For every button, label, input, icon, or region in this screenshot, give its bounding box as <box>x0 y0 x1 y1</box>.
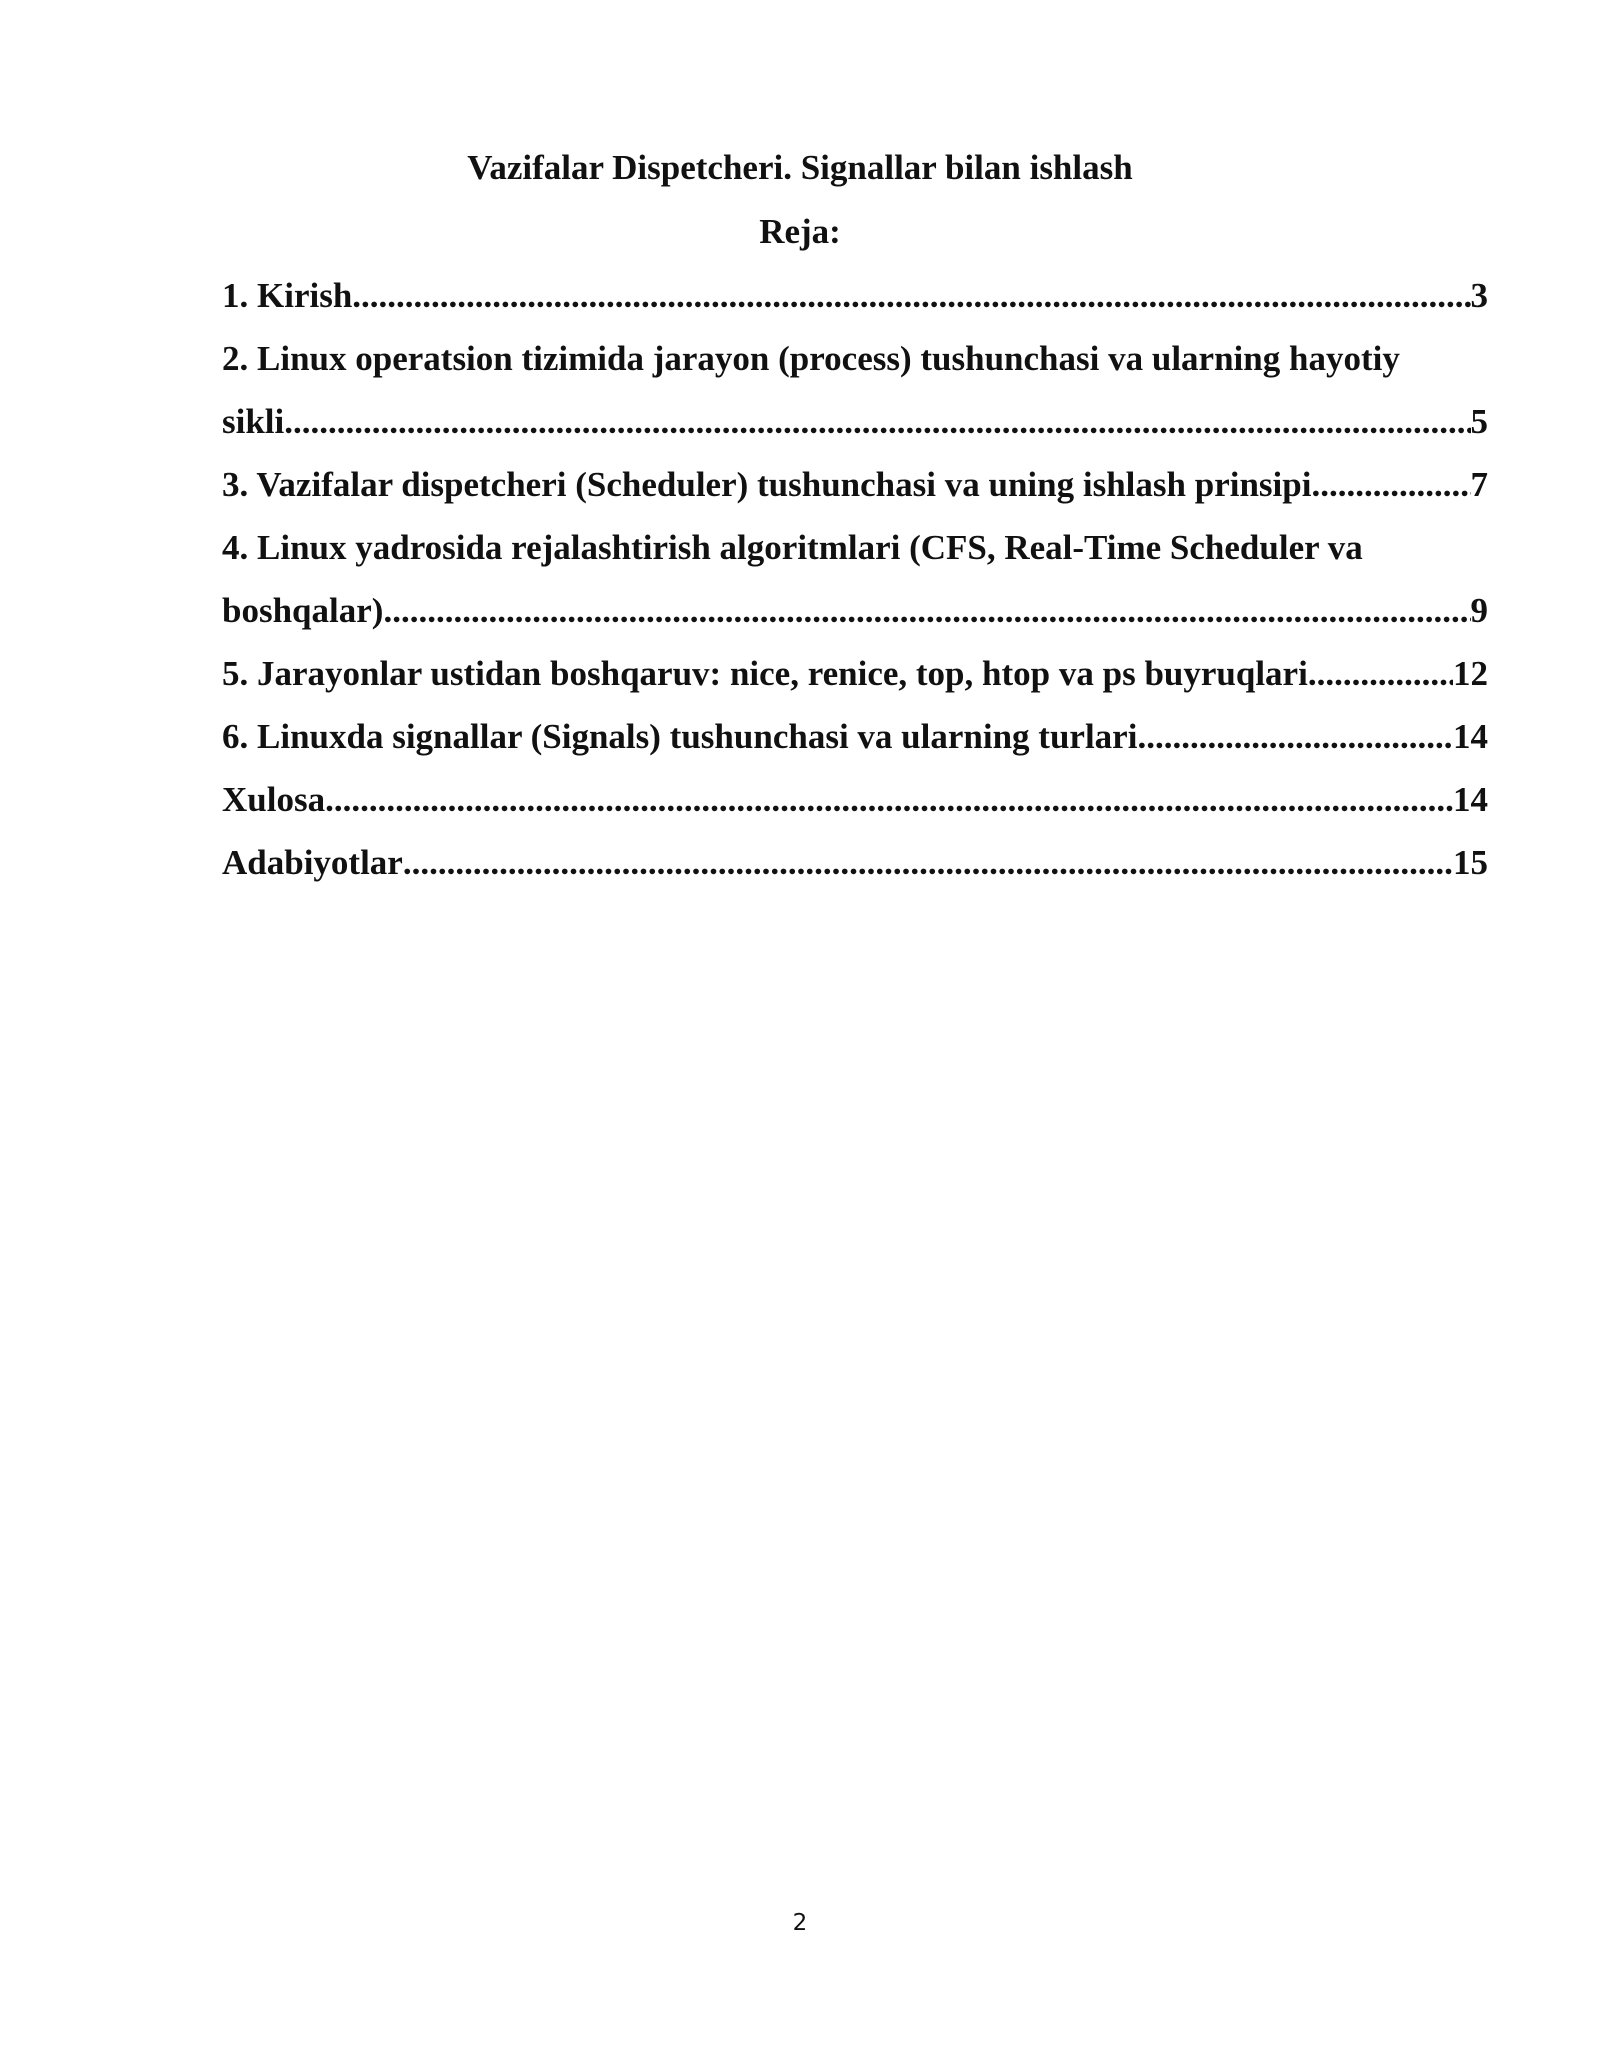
toc-leader-dots <box>1137 715 1453 759</box>
toc-entry-adabiyotlar <box>222 841 1488 904</box>
toc-leader-dots <box>1308 652 1453 696</box>
toc-entry-scheduler <box>222 463 1488 526</box>
toc-entry-title-continued: boshqalar) <box>222 591 384 630</box>
toc-page-number: 9 <box>1470 591 1488 630</box>
toc-leader-dots <box>383 589 1470 633</box>
toc-entry-title: Xulosa <box>222 780 326 819</box>
toc-entry-xulosa <box>222 778 1488 841</box>
toc-entry-title: 6. Linuxda signallar (Signals) tushunchasi va ularning turlari <box>222 717 1138 756</box>
toc-entry-title: 4. Linux yadrosida rejalashtirish algoritmlari (CFS, Real-Time Scheduler va <box>222 528 1363 567</box>
toc-leader-dots <box>325 778 1453 822</box>
toc-entry-title-continued: sikli <box>222 402 285 441</box>
toc-entry-process-control <box>222 652 1488 715</box>
toc-entry-algorithms <box>222 526 1488 652</box>
toc-entry-title: 3. Vazifalar dispetcheri (Scheduler) tushunchasi va uning ishlash prinsipi <box>222 465 1312 504</box>
toc-entry-title: 5. Jarayonlar ustidan boshqaruv: nice, renice, top, htop va ps buyruqlari <box>222 654 1308 693</box>
toc-entry-title: Adabiyotlar <box>222 843 403 882</box>
toc-page-number: 14 <box>1453 717 1488 756</box>
toc-entry-title: 1. Kirish <box>222 276 353 315</box>
plan-heading: Reja: <box>759 212 841 251</box>
toc-leader-dots <box>352 274 1470 318</box>
document-title: Vazifalar Dispetcheri. Signallar bilan ishlash <box>467 148 1133 187</box>
toc-page-number: 3 <box>1470 276 1488 315</box>
toc-leader-dots <box>403 841 1453 885</box>
toc-leader-dots <box>284 400 1470 444</box>
toc-page-number: 15 <box>1453 843 1488 882</box>
toc-page-number: 14 <box>1453 780 1488 819</box>
toc-entry-kirish <box>222 274 1488 337</box>
toc-leader-dots <box>1311 463 1470 507</box>
toc-page-number: 12 <box>1453 654 1488 693</box>
page-number: 2 <box>792 1910 808 1936</box>
toc-entry-title: 2. Linux operatsion tizimida jarayon (process) tushunchasi va ularning hayotiy <box>222 339 1400 378</box>
toc-entry-process <box>222 337 1488 463</box>
toc-page-number: 5 <box>1470 402 1488 441</box>
toc-page-number: 7 <box>1470 465 1488 504</box>
table-of-contents <box>222 274 1488 904</box>
toc-entry-signals <box>222 715 1488 778</box>
